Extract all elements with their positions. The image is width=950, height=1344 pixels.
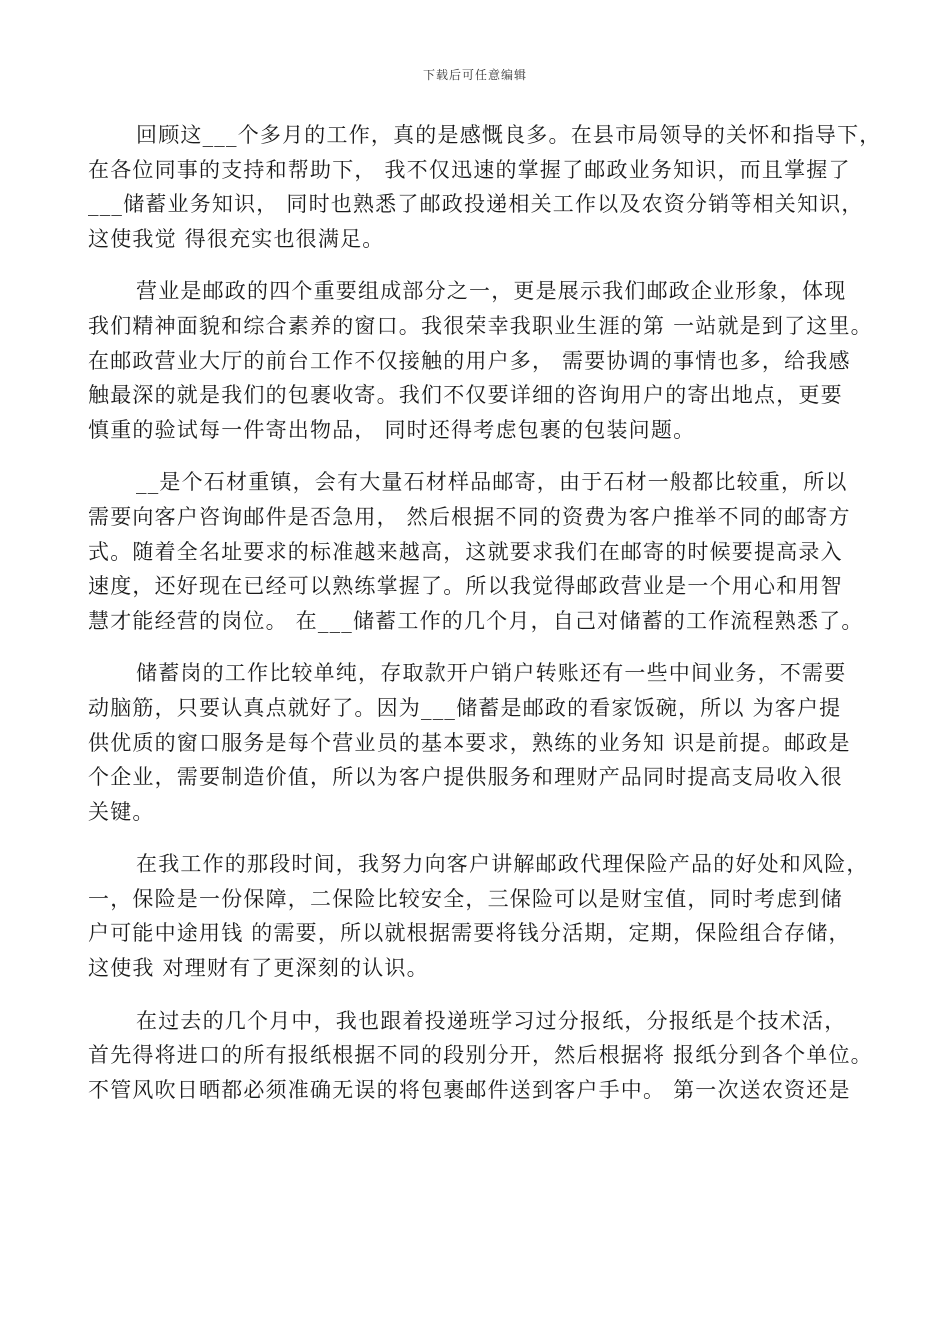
text-line: 户可能中途用钱 的需要，所以就根据需要将钱分活期，定期，保险组合存储， [88, 921, 851, 946]
document-body [88, 118, 882, 1125]
text-line: 一，保险是一份保障，二保险比较安全，三保险可以是财宝值，同时考虑到储 [88, 886, 843, 911]
text-line: 动脑筋，只要认真点就好了。因为___储蓄是邮政的看家饭碗，所以 为客户提 [88, 695, 842, 720]
text-line: 回顾这___个多月的工作，真的是感慨良多。在县市局领导的关怀和指导下， [136, 123, 882, 147]
text-line: 关键。 [88, 799, 155, 824]
text-line: 储蓄岗的工作比较单纯，存取款开户销户转账还有一些中间业务，不需要 [136, 661, 847, 686]
text-line: 需要向客户咨询邮件是否急用， 然后根据不同的资费为客户推举不同的邮寄方 [88, 504, 851, 529]
text-line: ___储蓄业务知识， 同时也熟悉了邮政投递相关工作以及农资分销等相关知识， [88, 192, 864, 217]
text-line: 不管风吹日晒都必须准确无误的将包裹邮件送到客户手中。 第一次送农资还是 [88, 1077, 851, 1102]
text-line: 在过去的几个月中，我也跟着投递班学习过分报纸，分报纸是个技术活， [136, 1008, 847, 1033]
text-line: 供优质的窗口服务是每个营业员的基本要求，熟练的业务知 识是前提。邮政是 [88, 730, 851, 755]
text-line: 在我工作的那段时间，我努力向客户讲解邮政代理保险产品的好处和风险， [136, 852, 869, 877]
text-line: 在各位同事的支持和帮助下， 我不仅迅速的掌握了邮政业务知识，而且掌握了 [88, 157, 851, 182]
text-line: 速度，还好现在已经可以熟练掌握了。所以我觉得邮政营业是一个用心和用智 [88, 574, 843, 599]
text-line: 触最深的就是我们的包裹收寄。我们不仅要详细的咨询用户的寄出地点，更要 [88, 383, 843, 408]
text-line: 这使我 对理财有了更深刻的认识。 [88, 956, 429, 981]
paragraph-2 [88, 274, 873, 447]
paragraph-3 [88, 465, 868, 638]
text-line: 慎重的验试每一件寄出物品， 同时还得考虑包裹的包装问题。 [88, 417, 696, 442]
text-line: 营业是邮政的四个重要组成部分之一，更是展示我们邮政企业形象，体现 [136, 279, 847, 304]
page-header: 下载后可任意编辑 [422, 68, 527, 82]
paragraph-5 [88, 847, 868, 985]
text-line: 慧才能经营的岗位。 在___储蓄工作的几个月，自己对储蓄的工作流程熟悉了。 [88, 608, 864, 633]
text-line: 在邮政营业大厅的前台工作不仅接触的用户多， 需要协调的事情也多，给我感 [88, 348, 851, 373]
text-line: 式。随着全名址要求的标准越来越高，这就要求我们在邮寄的时候要提高录入 [88, 539, 843, 564]
text-line: 首先得将进口的所有报纸根据不同的段别分开，然后根据将 报纸分到各个单位。 [88, 1043, 873, 1068]
paragraph-6 [88, 1004, 873, 1108]
paragraph-1 [88, 118, 882, 256]
text-line: 个企业，需要制造价值，所以为客户提供服务和理财产品同时提高支局收入很 [88, 765, 843, 790]
text-line: __是个石材重镇，会有大量石材样品邮寄，由于石材一般都比较重，所以 [136, 470, 848, 495]
paragraph-4 [88, 656, 868, 829]
text-line: 我们精神面貌和综合素养的窗口。我很荣幸我职业生涯的第 一站就是到了这里。 [88, 313, 873, 338]
text-line: 这使我觉 得很充实也很满足。 [88, 226, 385, 251]
